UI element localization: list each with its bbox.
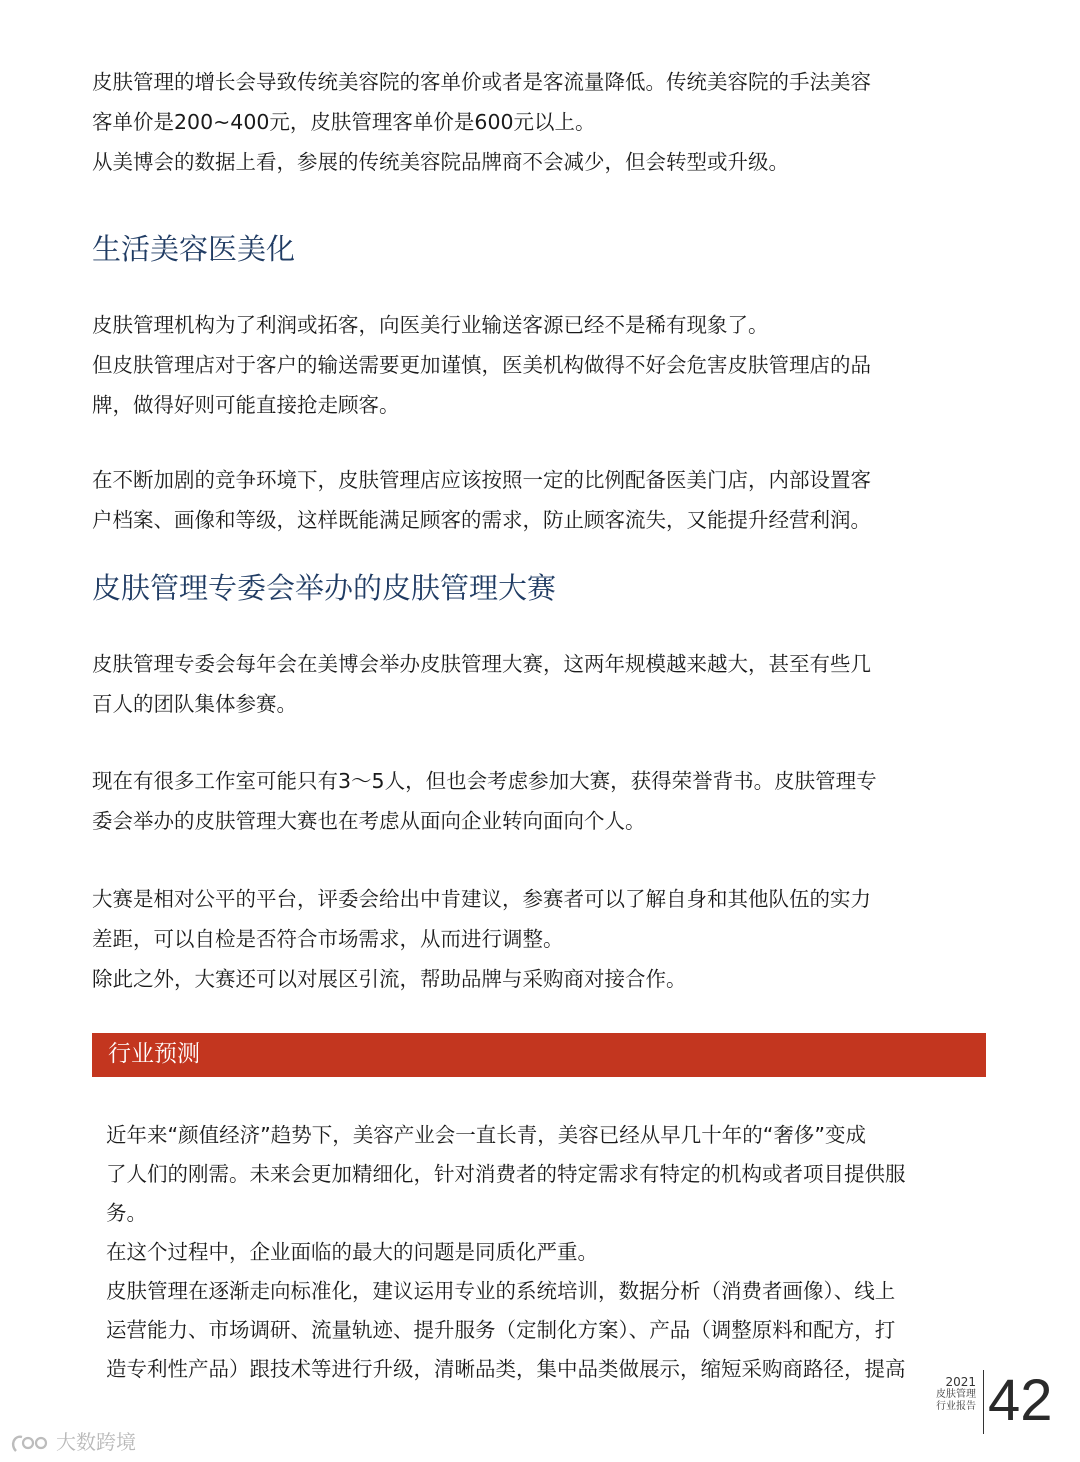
footer-label-line: 皮肤管理	[936, 1389, 976, 1400]
forecast-banner	[92, 1033, 986, 1077]
text-line: 百人的团队集体参赛。	[92, 692, 297, 716]
footer-label-line: 行业报告	[936, 1401, 976, 1412]
text-line: 务。	[106, 1201, 147, 1225]
section-heading-medical: 生活美容医美化	[92, 232, 296, 266]
footer-year: 2021	[945, 1375, 976, 1389]
text-line: 皮肤管理机构为了利润或拓客，向医美行业输送客源已经不是稀有现象了。	[92, 313, 769, 337]
text-line: 在不断加剧的竞争环境下，皮肤管理店应该按照一定的比例配备医美门店，内部设置客	[92, 468, 871, 492]
watermark	[8, 1428, 136, 1456]
text-line: 差距，可以自检是否符合市场需求，从而进行调整。	[92, 927, 564, 951]
text-line: 但皮肤管理店对于客户的输送需要更加谨慎，医美机构做得不好会危害皮肤管理店的品	[92, 353, 871, 377]
footer-report-label	[920, 1375, 976, 1413]
text-line: 除此之外，大赛还可以对展区引流，帮助品牌与采购商对接合作。	[92, 967, 687, 991]
text-line: 牌，做得好则可能直接抢走顾客。	[92, 393, 400, 417]
text-line: 皮肤管理的增长会导致传统美容院的客单价或者是客流量降低。传统美容院的手法美容	[92, 70, 871, 94]
forecast-banner-title: 行业预测	[108, 1041, 200, 1067]
page-number: 42	[988, 1368, 1053, 1433]
text-line: 现在有很多工作室可能只有3～5人，但也会考虑参加大赛，获得荣誉背书。皮肤管理专	[92, 769, 877, 793]
text-line: 皮肤管理在逐渐走向标准化，建议运用专业的系统培训，数据分析（消费者画像）、线上	[106, 1279, 896, 1303]
text-line: 大赛是相对公平的平台，评委会给出中肯建议，参赛者可以了解自身和其他队伍的实力	[92, 887, 871, 911]
contest-paragraph-2	[92, 761, 992, 841]
text-line: 皮肤管理专委会每年会在美博会举办皮肤管理大赛，这两年规模越来越大，甚至有些几	[92, 652, 871, 676]
text-line: 客单价是200~400元，皮肤管理客单价是600元以上。	[92, 110, 596, 134]
contest-paragraph-1	[92, 644, 992, 724]
forecast-paragraph	[106, 1116, 992, 1389]
text-line: 从美博会的数据上看，参展的传统美容院品牌商不会减少，但会转型或升级。	[92, 150, 789, 174]
footer-divider	[983, 1370, 984, 1434]
intro-paragraph	[92, 62, 992, 182]
text-line: 户档案、画像和等级，这样既能满足顾客的需求，防止顾客流失，又能提升经营利润。	[92, 508, 871, 532]
text-line: 造专利性产品）跟技术等进行升级，清晰品类，集中品类做展示，缩短采购商路径，提高	[106, 1357, 906, 1381]
text-line: 在这个过程中，企业面临的最大的问题是同质化严重。	[106, 1240, 598, 1264]
watermark-text: 大数跨境	[56, 1430, 136, 1454]
text-line: 委会举办的皮肤管理大赛也在考虑从面向企业转向面向个人。	[92, 809, 646, 833]
medical-paragraph-2	[92, 460, 992, 540]
section-heading-contest: 皮肤管理专委会举办的皮肤管理大赛	[92, 571, 557, 605]
contest-paragraph-3	[92, 879, 992, 999]
text-line: 了人们的刚需。未来会更加精细化，针对消费者的特定需求有特定的机构或者项目提供服	[106, 1162, 906, 1186]
text-line: 近年来“颜值经济”趋势下，美容产业会一直长青，美容已经从早几十年的“奢侈”变成	[106, 1123, 866, 1147]
text-line: 运营能力、市场调研、流量轨迹、提升服务（定制化方案）、产品（调整原料和配方，打	[106, 1318, 896, 1342]
medical-paragraph-1	[92, 305, 992, 425]
watermark-logo-icon	[8, 1431, 54, 1457]
